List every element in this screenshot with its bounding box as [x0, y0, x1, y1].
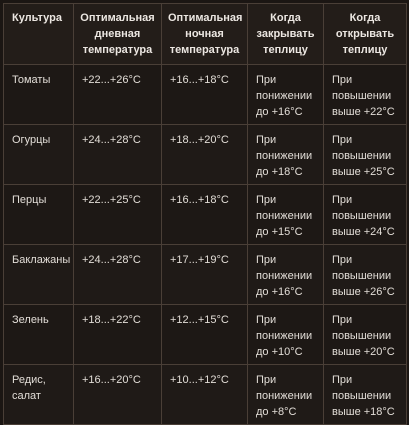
cell-day-temp: +22...+26°C	[74, 65, 162, 125]
table-header	[4, 4, 407, 65]
table-body	[4, 65, 407, 425]
cell-crop: Зелень	[4, 305, 74, 365]
cell-crop: Баклажаны	[4, 245, 74, 305]
cell-crop: Редис, салат	[4, 365, 74, 425]
cell-open-when: При повышении выше +20°C	[324, 305, 407, 365]
cell-night-temp: +16...+18°C	[162, 185, 248, 245]
cell-day-temp: +16...+20°C	[74, 365, 162, 425]
header-open-greenhouse: Когда открывать теплицу	[324, 4, 407, 65]
cell-night-temp: +16...+18°C	[162, 65, 248, 125]
cell-day-temp: +22...+25°C	[74, 185, 162, 245]
cell-open-when: При повышении выше +25°C	[324, 125, 407, 185]
cell-crop: Огурцы	[4, 125, 74, 185]
cell-close-when: При понижении до +16°C	[248, 65, 324, 125]
cell-day-temp: +24...+28°C	[74, 125, 162, 185]
cell-crop: Томаты	[4, 65, 74, 125]
table-row	[4, 65, 407, 125]
header-crop: Культура	[4, 4, 74, 65]
cell-close-when: При понижении до +8°C	[248, 365, 324, 425]
table-row	[4, 365, 407, 425]
cell-night-temp: +18...+20°C	[162, 125, 248, 185]
cell-close-when: При понижении до +15°C	[248, 185, 324, 245]
cell-day-temp: +18...+22°C	[74, 305, 162, 365]
table-row	[4, 305, 407, 365]
greenhouse-temperature-table	[3, 3, 407, 425]
cell-night-temp: +10...+12°C	[162, 365, 248, 425]
cell-close-when: При понижении до +18°C	[248, 125, 324, 185]
cell-day-temp: +24...+28°C	[74, 245, 162, 305]
cell-close-when: При понижении до +10°C	[248, 305, 324, 365]
cell-night-temp: +17...+19°C	[162, 245, 248, 305]
cell-open-when: При повышении выше +24°C	[324, 185, 407, 245]
cell-night-temp: +12...+15°C	[162, 305, 248, 365]
cell-open-when: При повышении выше +18°C	[324, 365, 407, 425]
cell-open-when: При повышении выше +22°C	[324, 65, 407, 125]
table-row	[4, 185, 407, 245]
header-night-temp: Оптимальная ночная температура	[162, 4, 248, 65]
header-day-temp: Оптимальная дневная температура	[74, 4, 162, 65]
header-close-greenhouse: Когда закрывать теплицу	[248, 4, 324, 65]
cell-open-when: При повышении выше +26°C	[324, 245, 407, 305]
cell-close-when: При понижении до +16°C	[248, 245, 324, 305]
header-row	[4, 4, 407, 65]
cell-crop: Перцы	[4, 185, 74, 245]
table-row	[4, 125, 407, 185]
table-row	[4, 245, 407, 305]
